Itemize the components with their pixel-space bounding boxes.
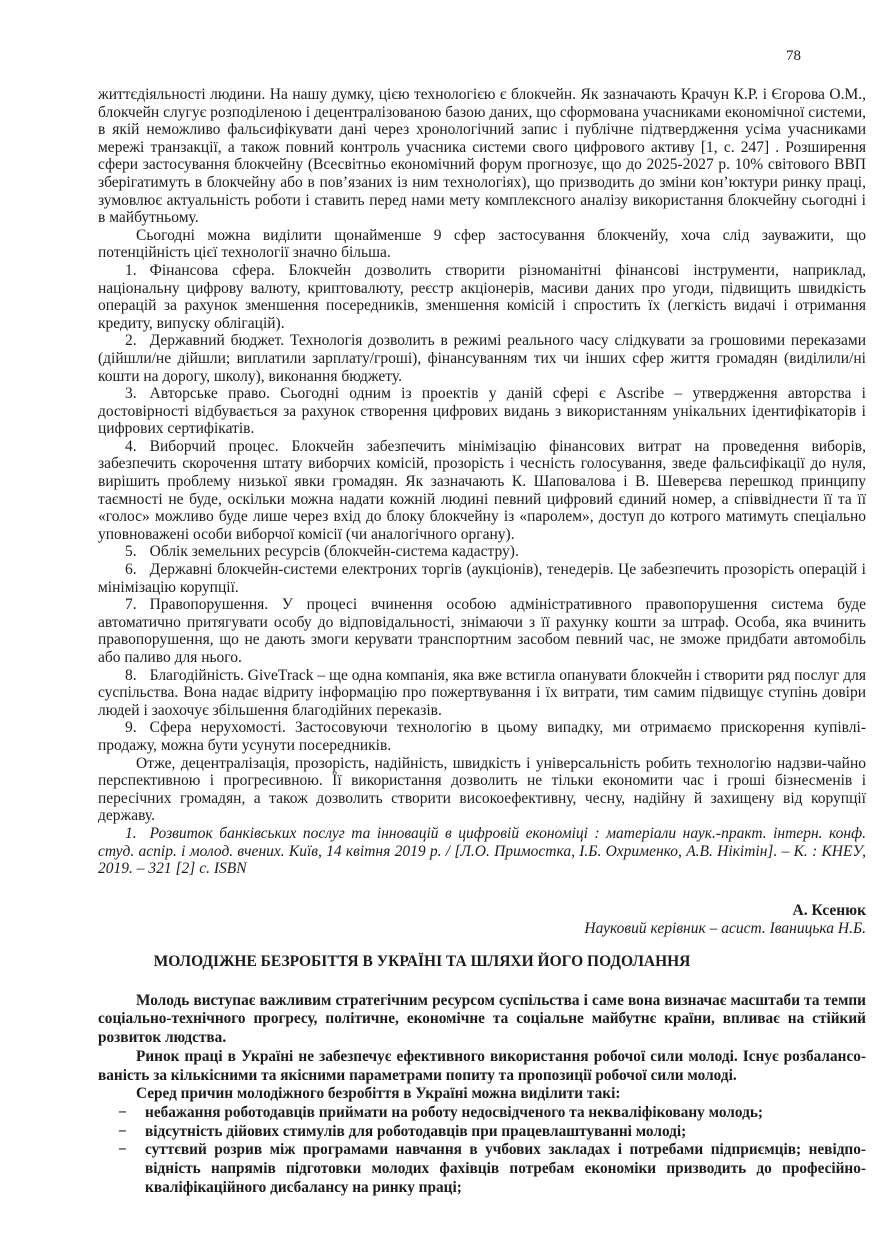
dash-marker: − bbox=[118, 1141, 127, 1159]
numbered-item bbox=[98, 596, 866, 666]
body-paragraph-closing: Отже, децентралізація, прозорість, надійність, швидкість і універсальність робить технологію надзви-чайно перспективною і прогресивною. Її використання дозволить не тільки економити час і гроші бізнесменів і пересічних громадян, а також дозволить створити високоефективну, чесну, надійну й захищену від корупції державу. bbox=[98, 754, 866, 825]
bullet-text: відсутність дійових стимулів для роботодавців при працевлаштуванні молоді; bbox=[145, 1122, 687, 1140]
item-number: 8. bbox=[125, 666, 137, 684]
supervisor-line: Науковий керівник – асист. Іваницька Н.Б. bbox=[584, 920, 866, 938]
article-body bbox=[98, 992, 866, 1198]
numbered-item bbox=[98, 719, 866, 754]
bullet-item bbox=[98, 1141, 866, 1197]
item-text: Державний бюджет. Технологія дозволить в режимі реального часу слідкувати за грошовими переказами (дійшли/не дійшли; виплатили зарплату/гроші), фінансуванням тих чи інших сфер життя громадян (виділили/ні кошти на дорогу, школу), виконання бюджету. bbox=[98, 332, 866, 385]
author-name: А. Ксенюк bbox=[792, 901, 866, 919]
article-paragraph: Молодь виступає важливим стратегічним ресурсом суспільства і саме вона визначає масштаби та темпи соціально-технічного прогресу, політичне, економічне та соціальне майбутнє країни, впливає на стійкий розвиток людства. bbox=[98, 991, 866, 1047]
item-number: 2. bbox=[125, 332, 137, 350]
item-number: 6. bbox=[125, 561, 137, 579]
article-paragraph: Серед причин молодіжного безробіття в Україні можна виділити такі: bbox=[136, 1085, 621, 1103]
dash-marker: − bbox=[118, 1122, 127, 1140]
article-paragraph: Ринок праці в Україні не забезпечує ефективного використання робочої сили молоді. Існує розбалансо-ваність за кількісними та якісними параметрами попиту та пропозиції робочої сили молоді. bbox=[98, 1047, 866, 1084]
item-text: Державні блокчейн-системи електроних торгів (аукціонів), тенедерів. Це забезпечить прозорість операцій і мінімізацію корупції. bbox=[98, 561, 866, 596]
item-number: 1. bbox=[125, 261, 137, 279]
item-text: Фінансова сфера. Блокчейн дозволить створити різноманітні фінансові інструменти, наприклад, національну цифрову валюту, криптовалюту, реєстр акціонерів, масиви даних про угоди, підвищить швидкість операцій за рахунок зменшення посередників, зменшення комісій і спростить їх (легкість видачі і отримання кредиту, випуску облігацій). bbox=[98, 261, 866, 332]
bullet-text: суттєвий розрив між програмами навчання в учбових закладах і потребами підприємців; невідпо-відність напрямів підготовки молодих фахівців потребам економіки призводить до професійно-кваліфікаційного дисбалансу на ринку праці; bbox=[145, 1141, 866, 1196]
numbered-item bbox=[98, 543, 866, 561]
bullet-text: небажання роботодавців приймати на роботу недосвідченого та некваліфіковану молодь; bbox=[145, 1103, 764, 1121]
reference-entry bbox=[98, 825, 866, 878]
reference-text: Розвиток банківських послуг та інновацій в цифровій економіці : матеріали наук.-практ. інтерн. конф. студ. аспір. і молод. вчених. Київ, 14 квітня 2019 р. / [Л.О. Примостка, І.Б. Охрименко, А.В. Нікітін]. – К. : КНЕУ, 2019. – 321 [2] с. ISBN bbox=[98, 824, 866, 878]
reference-number: 1. bbox=[125, 824, 137, 842]
item-number: 3. bbox=[125, 385, 137, 403]
item-text: Сфера нерухомості. Застосовуючи технологію в цьому випадку, ми отримаємо прискорення купівлі-продажу, можна бути усунути посередників. bbox=[98, 719, 866, 754]
item-text: Благодійність. GiveTrack – ще одна компанія, яка вже встигла опанувати блокчейн і створити ряд послуг для суспільства. Вона надає відриту інформацію про пожертвування і їх витрати, тим самим підвищує ступінь довіри людей і заохочує збільшення благодійних переказів. bbox=[98, 666, 866, 719]
item-text: Правопорушення. У процесі вчинення особою адміністративного правопорушення система буде автоматично притягувати особу до відповідальності, знімаючи з її рахунку кошти за штраф. Особа, яка вчинить правопорушення, що не дають змоги керувати транспортним засобом певний час, не зможе придбати автомобіль або паливо для нього. bbox=[98, 596, 866, 666]
numbered-item bbox=[98, 385, 866, 438]
bullet-item bbox=[98, 1123, 866, 1142]
bullet-item bbox=[98, 1104, 866, 1123]
page-content bbox=[98, 86, 866, 1197]
page-number: 78 bbox=[786, 48, 801, 64]
item-text: Облік земельних ресурсів (блокчейн-система кадастру). bbox=[149, 543, 519, 561]
dash-marker: − bbox=[118, 1103, 127, 1121]
numbered-item bbox=[98, 332, 866, 385]
body-paragraph-continuation: життєдіяльності людини. На нашу думку, цією технологією є блокчейн. Як зазначають Крачун К.Р. і Єгорова О.М., блокчейн слугує розподіленою і децентралізованою базою даних, що сформована учасниками економічної системи, в якій неможливо фальсифікувати дані через хронологічний запис і публічне підтвердження усіма учасниками мережі транзакції, а також повний контроль учасника системи свого цифрового активу [1, с. 247] . Розширення сфери застосування блокчейну (Всесвітньо економічний форум прогнозує, що до 2025-2027 р. 10% світового ВВП зберігатимуть в блокчейну або в пов’язаних із ним технологіях), що призводить до зміни кон’юктури ринку праці, зумовлює актуальність роботи і ставить перед нами мету комплексного аналізу використання блокчейну сьогодні і в майбутньому. bbox=[98, 86, 866, 227]
article-title: МОЛОДІЖНЕ БЕЗРОБІТТЯ В УКРАЇНІ ТА ШЛЯХИ ЙОГО ПОДОЛАННЯ bbox=[153, 952, 691, 970]
item-number: 4. bbox=[125, 437, 137, 455]
item-text: Авторське право. Сьогодні одним із проектів у даній сфері є Ascribe – утвердження авторства і достовірності відбувається за рахунок створення цифрових видань з використанням унікальних ідентифікаторів і цифрових сертифікатів. bbox=[98, 385, 866, 438]
byline bbox=[98, 902, 866, 939]
body-paragraph: Сьогодні можна виділити щонайменше 9 сфер застосування блокченйу, хоча слід зауважити, що потенційність цієї технології значно більша. bbox=[98, 226, 866, 262]
numbered-item bbox=[98, 438, 866, 544]
numbered-item bbox=[98, 561, 866, 596]
item-text: Виборчий процес. Блокчейн забезпечить мінімізацію фінансових витрат на проведення виборів, забезпечить скорочення штату виборчих комісій, прозорість і чесність голосування, зведе фальсифікації до нуля, вирішить проблему низької явки громадян. Як зазначають К. Шаповалова і В. Шеверєва перешкод принципу таємності не буде, оскільки можна надати кожній людині певний цифровий єдиний номер, а співвіднести її та її «голос» можливо буде лише через вхід до блоку блокчейну із «паролем», доступ до котрого матимуть спеціально уповноважені особи виборчої комісії (чи аналогічного органу). bbox=[98, 437, 866, 543]
numbered-item bbox=[98, 667, 866, 720]
item-number: 9. bbox=[125, 719, 137, 737]
numbered-item bbox=[98, 262, 866, 332]
item-number: 5. bbox=[125, 543, 137, 561]
item-number: 7. bbox=[125, 596, 137, 614]
